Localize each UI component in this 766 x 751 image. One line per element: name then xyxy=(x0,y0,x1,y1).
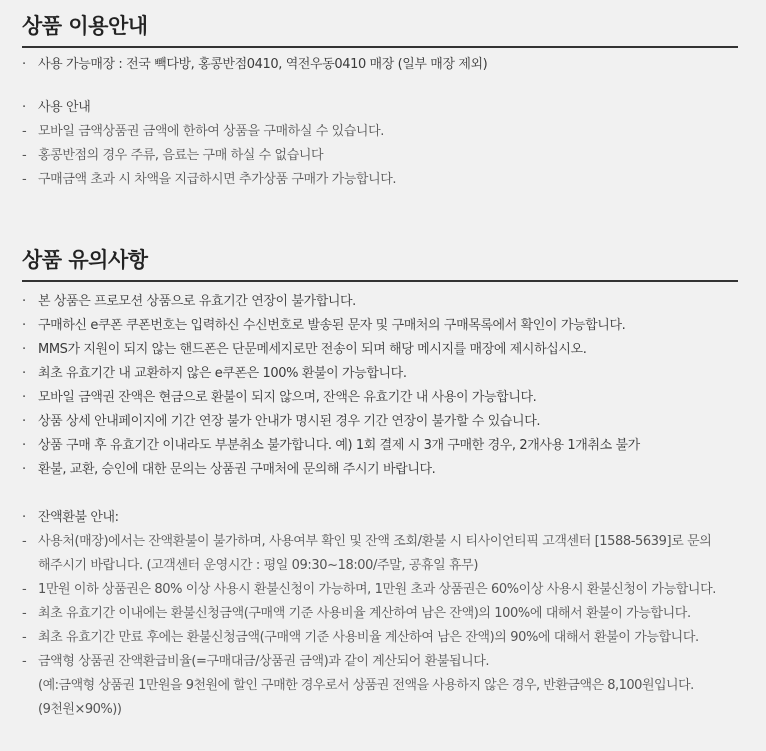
store-line: · 사용 가능매장 : 전국 빽다방, 홍콩반점0410, 역전우동0410 매장 (일부 매장 제외) xyxy=(22,57,488,72)
notice-item: · 상품 구매 후 유효기간 이내라도 부분취소 불가합니다. 예) 1회 결제 시 3개 구매한 경우, 2개사용 1개취소 불가 xyxy=(22,438,640,453)
notice-item: · 상품 상세 안내페이지에 기간 연장 불가 안내가 명시된 경우 기간 연장이 불가할 수 있습니다. xyxy=(22,414,541,429)
notice-item: · 본 상품은 프로모션 상품으로 유효기간 연장이 불가합니다. xyxy=(22,294,356,309)
refund-item-continuation: 해주시기 바랍니다. (고객센터 운영시간 : 평일 09:30~18:00/주말, 공휴일 휴무) xyxy=(38,558,478,573)
usage-guide-section xyxy=(22,10,738,210)
notice-item: · 구매하신 e쿠폰 쿠폰번호는 입력하신 수신번호로 발송된 문자 및 구매처의 구매목록에서 확인이 가능합니다. xyxy=(22,318,626,333)
refund-item: - 최초 유효기간 만료 후에는 환불신청금액(구매액 기준 사용비율 계산하여 남은 잔액)의 90%에 대해서 환불이 가능합니다. xyxy=(22,630,699,645)
usage-item: - 홍콩반점의 경우 주류, 음료는 구매 하실 수 없습니다 xyxy=(22,148,324,163)
refund-example: (예:금액형 상품권 1만원을 9천원에 할인 구매한 경우로서 상품권 전액을 사용하지 않은 경우, 반환금액은 8,100원입니다. xyxy=(38,678,694,693)
refund-subheading: · 잔액환불 안내: xyxy=(22,510,119,525)
notice-section xyxy=(22,244,738,744)
notice-item: · 환불, 교환, 승인에 대한 문의는 상품권 구매처에 문의해 주시기 바랍니다. xyxy=(22,462,436,477)
refund-item: - 1만원 이하 상품권은 80% 이상 사용시 환불신청이 가능하며, 1만원 초과 상품권은 60%이상 사용시 환불신청이 가능합니다. xyxy=(22,582,716,597)
refund-item: - 최초 유효기간 이내에는 환불신청금액(구매액 기준 사용비율 계산하여 남은 잔액)의 100%에 대해서 환불이 가능합니다. xyxy=(22,606,691,621)
notice-item: · 최초 유효기간 내 교환하지 않은 e쿠폰은 100% 환불이 가능합니다. xyxy=(22,366,407,381)
usage-item: - 구매금액 초과 시 차액을 지급하시면 추가상품 구매가 가능합니다. xyxy=(22,172,397,187)
notice-item: · 모바일 금액권 잔액은 현금으로 환불이 되지 않으며, 잔액은 유효기간 내 사용이 가능합니다. xyxy=(22,390,537,405)
refund-item: - 금액형 상품권 잔액환급비율(=구매대금/상품권 금액)과 같이 계산되어 환불됩니다. xyxy=(22,654,490,669)
refund-item: - 사용처(매장)에서는 잔액환불이 불가하며, 사용여부 확인 및 잔액 조회/환불 시 티사이언티픽 고객센터 [1588-5639]로 문의 xyxy=(22,534,712,549)
notice-item: · MMS가 지원이 되지 않는 핸드폰은 단문메세지로만 전송이 되며 해당 메시지를 매장에 제시하십시오. xyxy=(22,342,587,357)
usage-subheading: · 사용 안내 xyxy=(22,100,91,115)
usage-item: - 모바일 금액상품권 금액에 한하여 상품을 구매하실 수 있습니다. xyxy=(22,124,384,139)
refund-example-continuation: (9천원×90%)) xyxy=(38,702,122,717)
usage-guide-title: 상품 이용안내 xyxy=(22,10,738,48)
notice-title: 상품 유의사항 xyxy=(22,244,738,282)
